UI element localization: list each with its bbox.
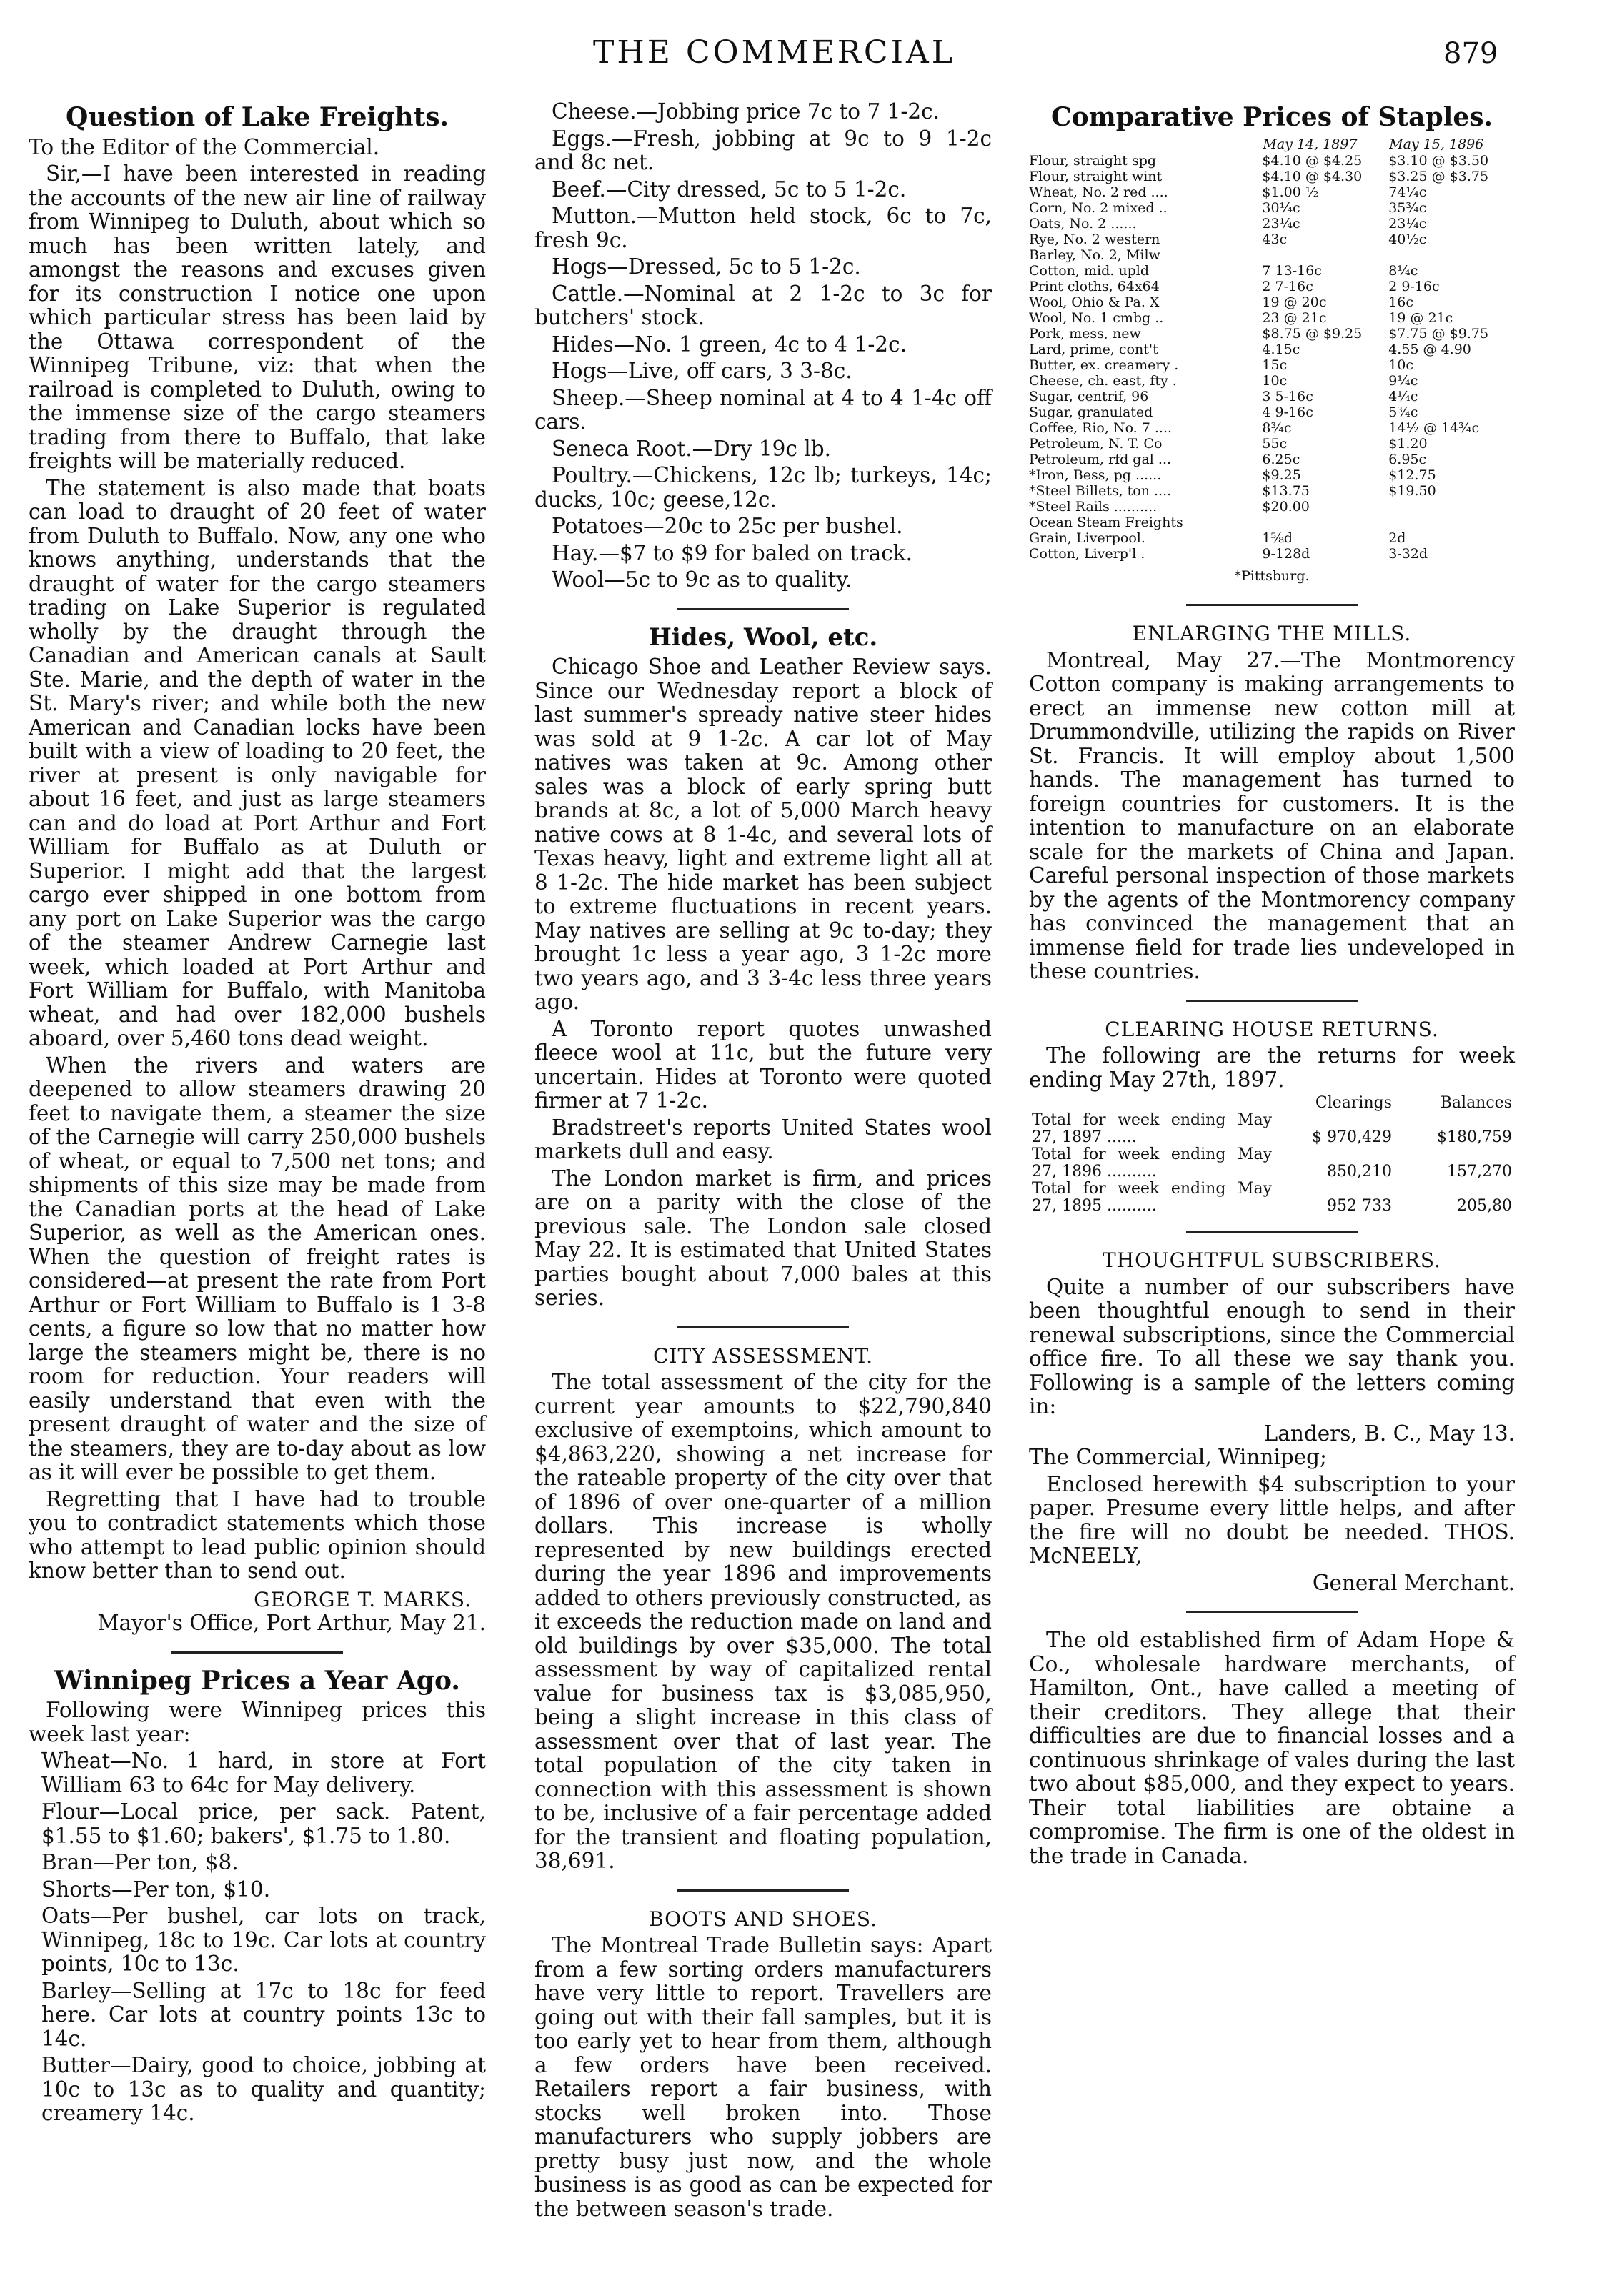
- table-cell: 74¼c: [1388, 184, 1427, 200]
- table-cell: 9¼c: [1388, 372, 1418, 389]
- table-row: [1029, 389, 1515, 404]
- list-item: Shorts—Per ton, $10.: [41, 1877, 271, 1902]
- table-cell: Corn, No. 2 mixed ..: [1029, 199, 1168, 216]
- table-cell: $1.00 ½: [1262, 184, 1319, 200]
- table-row: [1029, 342, 1515, 357]
- table-cell: 19 @ 21c: [1388, 309, 1453, 326]
- table-cell: 4¼c: [1388, 388, 1418, 404]
- paragraph: Regretting that I have had to trouble you to contradict statements which those who attempt to lead public opinion should know better than to send out.: [29, 1486, 486, 1583]
- divider: [677, 1326, 849, 1328]
- paragraph: Quite a number of our subscribers have been thoughtful enough to send in their renewal subscriptions, since the Commercial office fire. To all these we say thank you. Following is a sample of the letters coming in:: [1029, 1274, 1515, 1418]
- table-cell: 2d: [1388, 530, 1406, 546]
- table-cell: $4.10 @ $4.25: [1262, 152, 1363, 169]
- table-cell: 6.95c: [1388, 451, 1427, 467]
- table-cell: 8¼c: [1388, 262, 1418, 279]
- list-item: Wheat—No. 1 hard, in store at Fort William 63 to 64c for May delivery.: [41, 1749, 486, 1797]
- table-cell: 55c: [1262, 435, 1288, 452]
- table-cell: 40½c: [1388, 231, 1427, 247]
- table-row: [1029, 483, 1515, 499]
- paragraph: Sir,—I have been interested in reading the accounts of the new air line of railway from Winnipeg to Duluth, about which so much has been written lately, and amongst the reasons and excuses given for its construction I notice one upon which particular stress has been laid by the Ottawa correspondent of the Winnipeg Tribune, viz: that when the railroad is completed to Duluth, owing to the immense size of the cargo steamers trading from there to Buffalo, that lake freights will be materially reduced.: [29, 161, 486, 473]
- page-number: 879: [1443, 37, 1498, 70]
- paragraph: Chicago Shoe and Leather Review says. Since our Wednesday report a block of last summer's spready native steer hides was sold at 9 1-2c. A car lot of May natives was taken at 9c. Among other sales was a block of early spring butt brands at 8c, a lot of 5,000 March heavy native cows at 8 1-4c, and several lots of Texas heavy, light and extreme light all at 8 1-2c. The hide market has been subject to extreme fluctuations in recent years. May natives are selling at 9c to-day; they brought 1c less a year ago, 3 1-2c more two years ago, and 3 3-4c less three years ago.: [534, 655, 992, 1014]
- list-item: Oats—Per bushel, car lots on track, Winnipeg, 18c to 19c. Car lots at country points, 10c to 13c.: [41, 1904, 486, 1976]
- column-header: Clearings: [1315, 1094, 1392, 1112]
- market-list: [534, 100, 992, 592]
- table-row: [1029, 436, 1515, 452]
- list-item: Mutton.—Mutton held stock, 6c to 7c, fresh 9c.: [534, 204, 992, 252]
- article-heading-mills: ENLARGING THE MILLS.: [1132, 622, 1412, 645]
- table-cell: Flour, straight spg: [1029, 152, 1157, 169]
- list-item: Sheep.—Sheep nominal at 4 to 4 1-4c off cars.: [534, 385, 992, 434]
- table-row: [1029, 326, 1515, 342]
- list-item: Butter—Dairy, good to choice, jobbing at 10c to 13c as to quality and quantity; creamery 14c.: [41, 2053, 486, 2125]
- table-cell: 3 5-16c: [1262, 388, 1313, 404]
- table-cell: $4.10 @ $4.30: [1262, 168, 1363, 184]
- table-cell: 19 @ 20c: [1262, 294, 1327, 310]
- table-row: [1029, 1112, 1515, 1146]
- article-heading-lake-freights: Question of Lake Freights.: [65, 102, 449, 132]
- table-row: [1029, 452, 1515, 467]
- table-cell: 7 13-16c: [1262, 262, 1322, 279]
- list-item: Beef.—City dressed, 5c to 5 1-2c.: [552, 177, 907, 202]
- paragraph: A Toronto report quotes unwashed fleece wool at 11c, but the future very uncertain. Hides at Toronto were quoted firmer at 7 1-2c.: [534, 1016, 992, 1113]
- table-row: [1029, 530, 1515, 546]
- table-cell: Rye, No. 2 western: [1029, 231, 1160, 247]
- table-cell: 23¼c: [1388, 215, 1427, 232]
- paragraph: The statement is also made that boats can load to draught of 20 feet of water from Duluth to Buffalo. Now, any one who knows anything, understands that the draught of water for the cargo steamers trading on Lake Superior is regulated wholly by the draught through the Canadian and American canals at Sault Ste. Marie, and the depth of water in the St. Mary's river; and while both the new American and Canadian locks have been built with a view of loading to 20 feet, the river at present is only navigable for about 16 feet, and just as large steamers can and do load at Port Arthur and Fort William for Buffalo as at Duluth or Superior. I might add that the largest cargo ever shipped in one bottom from any port on Lake Superior was the cargo of the steamer Andrew Carnegie last week, which loaded at Port Arthur and Fort William for Buffalo, with Manitoba wheat, and had over 182,000 bushels aboard, over 5,460 tons dead weight.: [29, 475, 486, 1050]
- table-cell: Cotton, Liverp'l .: [1029, 545, 1145, 562]
- table-cell: 4.15c: [1262, 341, 1300, 357]
- article-heading-staples: Comparative Prices of Staples.: [1050, 102, 1493, 132]
- table-row: [1029, 310, 1515, 326]
- list-item: Potatoes—20c to 25c per bushel.: [552, 514, 903, 538]
- table-cell: 157,270: [1447, 1163, 1512, 1181]
- table-cell: 16c: [1388, 294, 1414, 310]
- paragraph: The old established firm of Adam Hope & Co., wholesale hardware merchants, of Hamilton, Ont., have called a meeting of their creditors. They allege that their difficulties are due to financial losses and a continuous shrinkage of vales during the last two about $85,000, and they expect to years. Their total liabilities are obtaine a compromise. The firm is one of the oldest in the trade in Canada.: [1029, 1628, 1515, 1868]
- table-row: [1029, 247, 1515, 263]
- table-row: [1029, 1181, 1515, 1215]
- table-row: [1029, 404, 1515, 420]
- paragraph: Following were Winnipeg prices this week last year:: [29, 1698, 486, 1746]
- table-cell: Cotton, mid. upld: [1029, 262, 1149, 279]
- table-cell: Cheese, ch. east, fty .: [1029, 372, 1177, 389]
- table-cell: 35¾c: [1388, 199, 1427, 216]
- table-cell: $7.75 @ $9.75: [1388, 325, 1489, 342]
- table-cell: 14½ @ 14¾c: [1388, 419, 1480, 436]
- table-cell: $3.10 @ $3.50: [1388, 152, 1489, 169]
- table-cell: $9.25: [1262, 467, 1301, 483]
- table-cell: Wool, No. 1 cmbg ..: [1029, 309, 1164, 326]
- table-cell: [1388, 515, 1515, 530]
- masthead-title: THE COMMERCIAL: [593, 34, 955, 71]
- table-row: [1029, 546, 1515, 562]
- table-cell: 850,210: [1327, 1163, 1392, 1181]
- table-cell: Lard, prime, cont't: [1029, 341, 1158, 357]
- table-cell: 10c: [1388, 357, 1414, 373]
- divider: [1186, 604, 1358, 606]
- table-cell: $8.75 @ $9.25: [1262, 325, 1363, 342]
- table-cell: 205,80: [1457, 1197, 1512, 1215]
- article-heading-clearing: CLEARING HOUSE RETURNS.: [1105, 1017, 1439, 1041]
- paragraph: The Montreal Trade Bulletin says: Apart from a few sorting orders manufacturers have very little to report. Travellers are going out with their fall samples, but it is too early yet to hear from them, although a few orders have been received. Retailers report a fair business, with stocks well broken into. Those manufacturers who supply jobbers are pretty busy just now, and the whole business is as good as can be expected for the between season's trade.: [534, 1933, 992, 2221]
- article-heading-winnipeg-prices: Winnipeg Prices a Year Ago.: [54, 1665, 460, 1696]
- table-cell: Coffee, Rio, No. 7 ....: [1029, 419, 1173, 436]
- list-item: Cheese.—Jobbing price 7c to 7 1-2c.: [552, 99, 940, 124]
- table-cell: 15c: [1262, 357, 1288, 373]
- table-cell: $12.75: [1388, 467, 1436, 483]
- table-cell: $1.20: [1388, 435, 1428, 452]
- table-row: [1029, 200, 1515, 216]
- table-cell: 5¾c: [1388, 404, 1418, 420]
- table-cell: 23 @ 21c: [1262, 309, 1327, 326]
- table-cell: Sugar, centrif, 96: [1029, 388, 1149, 404]
- paragraph: When the rivers and waters are deepened to allow steamers drawing 20 feet to navigate them, a steamer the size of the Carnegie will carry 250,000 bushels of wheat, or equal to 7,500 net tons; and shipments of this size may be made from the Canadian ports at the head of Lake Superior, as well as the American ones. When the question of freight rates is considered—at present the rate from Port Arthur or Fort William to Buffalo is 1 3-8 cents, a figure so low that no matter how large the steamers might be, there is no room for reduction. Your readers will easily understand that even with the present draught of water and the size of the steamers, they are to-day about as low as it will ever be possible to get them.: [29, 1053, 486, 1484]
- divider: [677, 608, 849, 610]
- table-row: [1029, 153, 1515, 169]
- paragraph: Montreal, May 27.—The Montmorency Cotton company is making arrangements to erect an immense new cotton mill at Drummondville, utilizing the rapids on River St. Francis. It will employ about 1,500 hands. The management has turned to foreign countries for customers. It is the intention to manufacture on an elaborate scale for the markets of China and Japan. Careful personal inspection of those markets by the agents of the Montmorency company has convinced the management that an immense field for trade lies undeveloped in these countries.: [1029, 647, 1515, 983]
- letter-salutation: The Commercial, Winnipeg;: [1029, 1445, 1327, 1469]
- column-right: [1029, 100, 1515, 1871]
- list-item: Hides—No. 1 green, 4c to 4 1-2c.: [552, 332, 907, 357]
- signature-place: Mayor's Office, Port Arthur, May 21.: [97, 1611, 486, 1635]
- table-cell: Total for week ending May 27, 1896 ..........: [1032, 1145, 1272, 1181]
- staples-table: [1029, 136, 1515, 562]
- article-heading-hides: Hides, Wool, etc.: [648, 622, 878, 652]
- table-cell: *Steel Billets, ton ....: [1029, 482, 1172, 499]
- table-cell: [1388, 499, 1515, 515]
- table-cell: Butter, ex. creamery .: [1029, 357, 1179, 373]
- table-row: [1029, 216, 1515, 232]
- divider: [1186, 1231, 1358, 1233]
- table-cell: $180,759: [1437, 1128, 1512, 1146]
- table-cell: $13.75: [1262, 482, 1310, 499]
- table-cell: *Steel Rails ..........: [1029, 498, 1158, 515]
- divider: [1186, 1611, 1358, 1613]
- table-cell: Print cloths, 64x64: [1029, 278, 1160, 294]
- table-row: [1029, 515, 1515, 530]
- table-row: [1029, 232, 1515, 247]
- table-footnote: *Pittsburg.: [1234, 567, 1310, 584]
- list-item: Hay.—$7 to $9 for baled on track.: [552, 540, 913, 565]
- table-cell: Petroleum, rfd gal ...: [1029, 451, 1172, 467]
- column-header: Balances: [1440, 1094, 1512, 1112]
- table-cell: [1262, 247, 1388, 263]
- table-row: [1029, 467, 1515, 483]
- letter-dateline: Landers, B. C., May 13.: [1263, 1421, 1515, 1446]
- page-header: [0, 21, 1597, 71]
- table-cell: 23¼c: [1262, 215, 1300, 232]
- table-cell: Total for week ending May 27, 1895 ..........: [1032, 1180, 1272, 1215]
- clearing-body: [1029, 1112, 1515, 1215]
- clearing-table: [1029, 1095, 1515, 1215]
- paragraph: The following are the returns for week ending May 27th, 1897.: [1029, 1043, 1515, 1092]
- table-cell: 8¾c: [1262, 419, 1292, 436]
- column-left: [29, 100, 486, 2129]
- table-cell: Oats, No. 2 ......: [1029, 215, 1137, 232]
- column-header: [1029, 136, 1262, 153]
- table-cell: 9-128d: [1262, 545, 1310, 562]
- table-cell: 2 9-16c: [1388, 278, 1440, 294]
- list-item: Hogs—Live, off cars, 3 3-8c.: [552, 359, 852, 383]
- table-cell: Wheat, No. 2 red ....: [1029, 184, 1168, 200]
- paragraph: The total assessment of the city for the current year amounts to $22,790,840 exclusive of exemptoins, which amount to $4,863,220, showing a net increase for the rateable property of the city over that of 1896 of over one-quarter of a million dollars. This increase is wholly represented by new buildings erected during the year 1896 and improvements added to others previously constructed, as it exceeds the reduction made on land and old buildings by over $35,000. The total assessment by way of capitalized rental value for business tax is $3,085,950, being a slight increase in this class of assessment over that of last year. The total population of the city taken in connection with this assessment is shown to be, inclusive of a fair percentage added for the transient and floating population, 38,691.: [534, 1370, 992, 1873]
- staples-body: [1029, 153, 1515, 562]
- table-cell: Petroleum, N. T. Co: [1029, 435, 1163, 452]
- table-cell: Barley, No. 2, Milw: [1029, 247, 1160, 263]
- table-cell: Wool, Ohio & Pa. X: [1029, 294, 1160, 310]
- article-heading-boots: BOOTS AND SHOES.: [649, 1907, 877, 1931]
- column-header: May 14, 1897: [1263, 136, 1358, 152]
- divider: [677, 1889, 849, 1892]
- table-cell: 10c: [1262, 372, 1288, 389]
- table-cell: 6.25c: [1262, 451, 1300, 467]
- table-row: [1029, 279, 1515, 294]
- article-heading-subscribers: THOUGHTFUL SUBSCRIBERS.: [1103, 1248, 1441, 1272]
- table-cell: 30¼c: [1262, 199, 1300, 216]
- signature: General Merchant.: [1312, 1570, 1515, 1595]
- table-cell: $ 970,429: [1312, 1128, 1392, 1146]
- table-cell: 1⅝d: [1262, 530, 1293, 546]
- table-row: [1029, 169, 1515, 184]
- list-item: Cattle.—Nominal at 2 1-2c to 3c for butchers' stock.: [534, 281, 992, 329]
- list-item: Flour—Local price, per sack. Patent, $1.55 to $1.60; bakers', $1.75 to 1.80.: [41, 1799, 486, 1848]
- table-row: [1029, 420, 1515, 436]
- list-item: Poultry.—Chickens, 12c lb; turkeys, 14c; ducks, 10c; geese,12c.: [534, 463, 992, 512]
- paragraph: The London market is firm, and prices are on a parity with the close of the previous sale. The London sale closed May 22. It is estimated that United States parties bought about 7,000 bales at this series.: [534, 1166, 992, 1310]
- table-header-row: [1029, 136, 1515, 153]
- divider: [1186, 1000, 1358, 1002]
- table-cell: Grain, Liverpool.: [1029, 530, 1145, 546]
- table-row: [1029, 294, 1515, 310]
- table-cell: $3.25 @ $3.75: [1388, 168, 1489, 184]
- column-middle: [534, 100, 992, 2224]
- table-cell: [1388, 247, 1515, 263]
- table-cell: *Iron, Bess, pg ......: [1029, 467, 1162, 483]
- table-row: [1029, 357, 1515, 373]
- table-row: [1029, 1146, 1515, 1181]
- column-header: May 15, 1896: [1389, 136, 1484, 152]
- table-cell: 3-32d: [1388, 545, 1428, 562]
- table-header-row: [1029, 1095, 1515, 1112]
- list-item: Hogs—Dressed, 5c to 5 1-2c.: [552, 254, 861, 279]
- table-row: [1029, 184, 1515, 200]
- table-cell: 952 733: [1327, 1197, 1392, 1215]
- table-cell: Ocean Steam Freights: [1029, 514, 1183, 530]
- table-cell: Total for week ending May 27, 1897 ......: [1032, 1111, 1272, 1146]
- paragraph: Enclosed herewith $4 subscription to your paper. Presume every little helps, and after the fire will no doubt be needed. THOS. McNEELY,: [1029, 1471, 1515, 1568]
- salutation: To the Editor of the Commercial.: [29, 134, 380, 159]
- table-cell: $20.00: [1262, 498, 1310, 515]
- list-item: Wool—5c to 9c as to quality.: [552, 567, 852, 592]
- table-cell: 4 9-16c: [1262, 404, 1313, 420]
- article-heading-city-assessment: CITY ASSESSMENT.: [652, 1343, 874, 1368]
- list-item: Bran—Per ton, $8.: [41, 1850, 239, 1874]
- table-row: [1029, 499, 1515, 515]
- table-cell: [1262, 515, 1388, 530]
- price-list: [29, 1749, 486, 2126]
- table-cell: Flour, straight wint: [1029, 168, 1163, 184]
- divider: [171, 1651, 343, 1654]
- column-header: [1029, 1095, 1275, 1112]
- list-item: Seneca Root.—Dry 19c lb.: [552, 436, 832, 461]
- table-cell: 2 7-16c: [1262, 278, 1313, 294]
- table-cell: $19.50: [1388, 482, 1436, 499]
- signature: GEORGE T. MARKS.: [254, 1587, 472, 1611]
- table-row: [1029, 263, 1515, 279]
- list-item: Barley—Selling at 17c to 18c for feed here. Car lots at country points 13c to 14c.: [41, 1978, 486, 2051]
- paragraph: Bradstreet's reports United States wool markets dull and easy.: [534, 1115, 992, 1163]
- list-item: Eggs.—Fresh, jobbing at 9c to 9 1-2c and 8c net.: [534, 126, 992, 174]
- table-cell: 43c: [1262, 231, 1288, 247]
- table-cell: 4.55 @ 4.90: [1388, 341, 1471, 357]
- table-cell: Pork, mess, new: [1029, 325, 1141, 342]
- table-row: [1029, 373, 1515, 389]
- table-cell: Sugar, granulated: [1029, 404, 1153, 420]
